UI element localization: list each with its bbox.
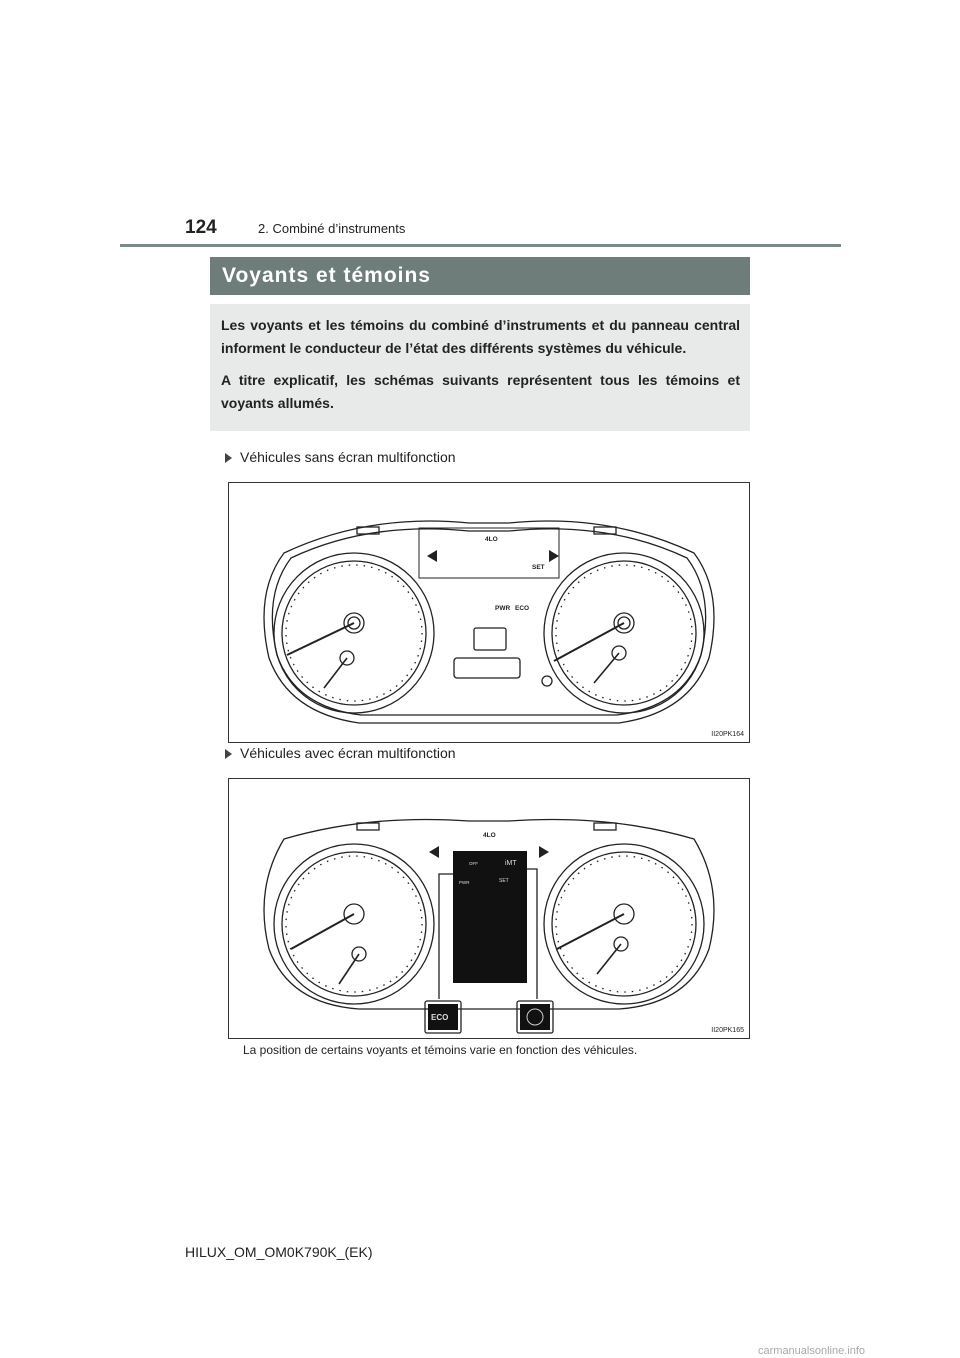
figure-caption: La position de certains voyants et témoins varie en fonction des véhicules. xyxy=(243,1043,638,1057)
imt-label: iMT xyxy=(505,860,517,867)
power-label: PWR xyxy=(459,880,470,885)
subheading-without-display xyxy=(225,449,456,465)
instrument-cluster-drawing xyxy=(229,779,749,1038)
page-number: 124 xyxy=(185,217,217,238)
figure-id: II20PK164 xyxy=(711,731,744,738)
instrument-cluster-drawing xyxy=(229,483,749,742)
subheading-text: Véhicules sans écran multifonction xyxy=(240,449,456,465)
set-label: SET xyxy=(532,564,545,571)
off-label: OFF xyxy=(469,861,478,866)
chapter-title: 2. Combiné d’instruments xyxy=(258,221,406,236)
intro-box xyxy=(210,304,750,431)
subheading-with-display xyxy=(225,745,456,761)
drive-mode-label: 4LO xyxy=(483,832,496,839)
header-rule xyxy=(120,244,841,247)
figure-id: II20PK165 xyxy=(711,1027,744,1034)
power-label: PWR xyxy=(495,605,511,612)
cluster-figure-with-display xyxy=(228,778,750,1039)
triangle-bullet-icon xyxy=(225,453,232,463)
eco-callout-label: ECO xyxy=(431,1013,449,1022)
section-title: Voyants et témoins xyxy=(210,257,750,295)
intro-paragraph-1: Les voyants et les témoins du combiné d’instruments et du panneau central informent le conducteur de l’état des différents systèmes du véhicule. xyxy=(221,317,740,356)
drive-mode-label: 4LO xyxy=(485,536,498,543)
set-label: SET xyxy=(499,878,509,884)
eco-label: ECO xyxy=(515,605,530,612)
triangle-bullet-icon xyxy=(225,749,232,759)
intro-paragraph-2: A titre explicatif, les schémas suivants représentent tous les témoins et voyants allumés. xyxy=(221,372,740,411)
cluster-figure-without-display xyxy=(228,482,750,743)
subheading-text: Véhicules avec écran multifonction xyxy=(240,745,456,761)
watermark: carmanualsonline.info xyxy=(758,1345,866,1357)
document-code: HILUX_OM_OM0K790K_(EK) xyxy=(185,1244,373,1260)
